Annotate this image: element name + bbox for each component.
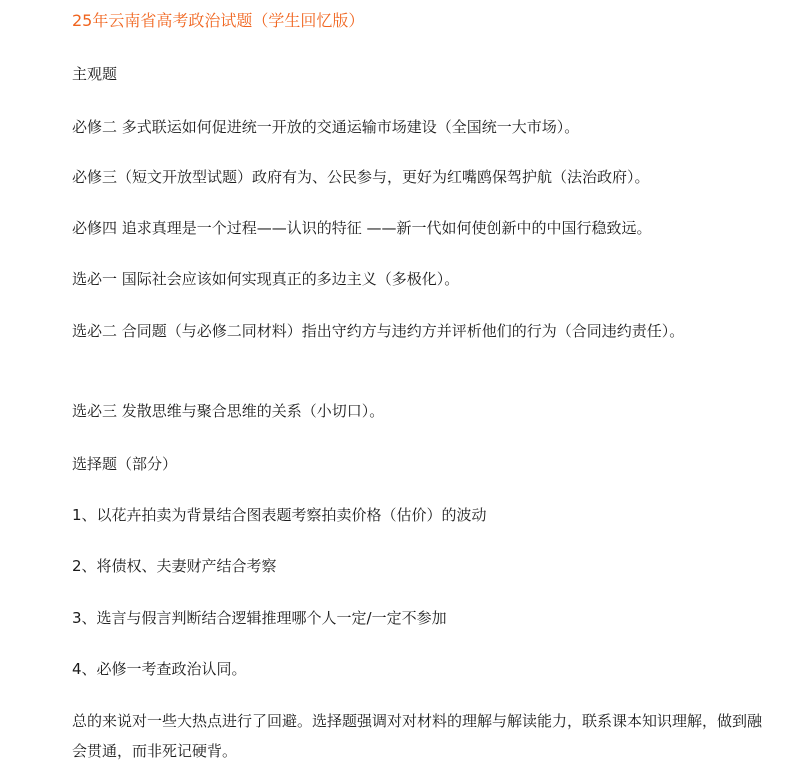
choice-item-2: 2、将债权、夫妻财产结合考察 <box>72 557 277 575</box>
article-title: 25年云南省高考政治试题（学生回忆版） <box>72 11 365 30</box>
subjective-item-4: 选必一 国际社会应该如何实现真正的多边主义（多极化）。 <box>72 270 460 288</box>
section-heading-subjective: 主观题 <box>72 65 118 83</box>
choice-item-1: 1、以花卉拍卖为背景结合图表题考察拍卖价格（估价）的波动 <box>72 506 487 524</box>
choice-item-4: 4、必修一考查政治认同。 <box>72 660 247 678</box>
subjective-item-1: 必修二 多式联运如何促进统一开放的交通运输市场建设（全国统一大市场）。 <box>72 118 580 136</box>
summary-paragraph: 总的来说对一些大热点进行了回避。选择题强调对对材料的理解与解读能力，联系课本知识理解，做到融会贯通，而非死记硬背。 <box>72 712 763 760</box>
choice-item-3: 3、选言与假言判断结合逻辑推理哪个人一定/一定不参加 <box>72 609 447 627</box>
section-heading-choice: 选择题（部分） <box>72 455 178 473</box>
subjective-item-3: 必修四 追求真理是一个过程——认识的特征 ——新一代如何使创新中的中国行稳致远。 <box>72 219 652 237</box>
subjective-item-5: 选必二 合同题（与必修二同材料）指出守约方与违约方并评析他们的行为（合同违约责任）。 <box>72 322 685 340</box>
subjective-item-6: 选必三 发散思维与聚合思维的关系（小切口）。 <box>72 402 385 420</box>
subjective-item-2: 必修三（短文开放型试题）政府有为、公民参与，更好为红嘴鸥保驾护航（法治政府）。 <box>72 168 650 186</box>
